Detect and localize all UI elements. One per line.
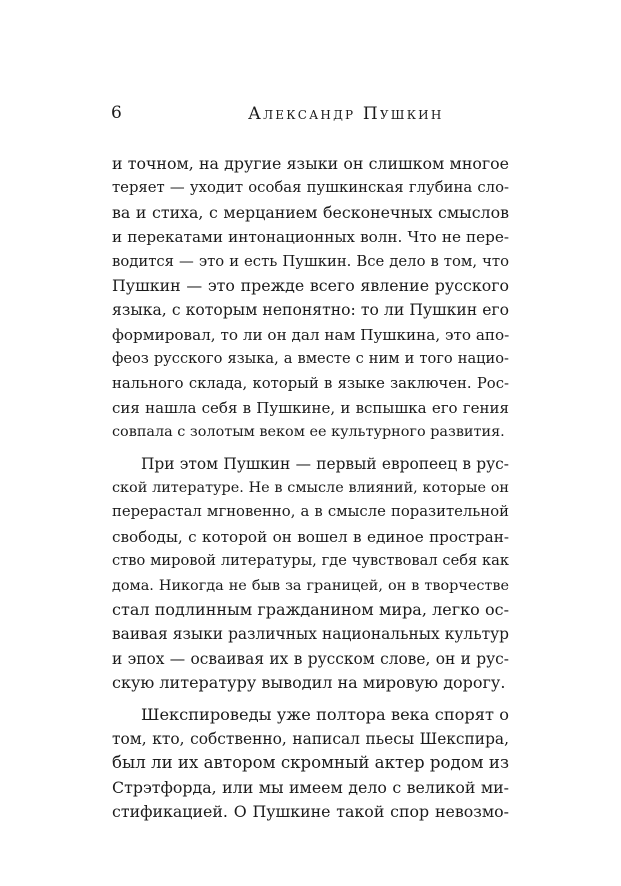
- text-line: стификацией. О Пушкине такой спор невозмо-: [112, 802, 509, 822]
- body-text: [112, 152, 509, 825]
- text-line: был ли их автором скромный актер родом из: [112, 753, 509, 773]
- paragraph: [112, 452, 509, 696]
- text-line: и перекатами интонационных волн. Что не пере-: [112, 228, 509, 247]
- paragraph: [112, 703, 509, 825]
- text-line: том, кто, собственно, написал пьесы Шекспира,: [112, 729, 509, 748]
- text-line: стал подлинным гражданином мира, легко ос-: [112, 600, 509, 620]
- text-line: теряет — уходит особая пушкинская глубина сло-: [112, 179, 509, 197]
- text-line: сия нашла себя в Пушкине, и вспышка его гения: [112, 398, 509, 417]
- text-line: ской литературе. Не в смысле влияний, которые он: [112, 480, 509, 497]
- text-line: Шекспироведы уже полтора века спорят о: [141, 704, 509, 724]
- text-line: При этом Пушкин — первый европеец в рус-: [141, 454, 509, 473]
- text-line: ство мировой литературы, где чувствовал себя как: [112, 552, 509, 570]
- text-line: и эпох — осваивая их в русском слове, он и рус-: [112, 649, 509, 668]
- text-line: ваивая языки различных национальных культур: [112, 625, 509, 644]
- paragraph: [112, 152, 509, 445]
- paragraph-gap: [112, 445, 509, 452]
- text-line: Стрэтфорда, или мы имеем дело с великой ми-: [112, 777, 509, 797]
- text-line: нального склада, который в языке заключен. Рос-: [112, 374, 509, 392]
- text-line: Пушкин — это прежде всего явление русского: [112, 275, 509, 295]
- text-line: ва и стиха, с мерцанием бесконечных смыслов: [112, 202, 509, 222]
- text-line: формировал, то ли он дал нам Пушкина, это апо-: [112, 325, 510, 344]
- paragraph-gap: [112, 696, 509, 703]
- text-line: перерастал мгновенно, а в смысле поразительной: [112, 503, 509, 521]
- page-number: 6: [111, 103, 123, 123]
- text-line: языка, с которым непонятно: то ли Пушкин его: [112, 301, 509, 320]
- text-line: водится — это и есть Пушкин. Все дело в том, что: [112, 252, 509, 270]
- text-line: скую литературу выводил на мировую дорогу.: [112, 673, 506, 693]
- text-line: совпала с золотым веком ее культурного развития.: [112, 424, 505, 441]
- text-line: дома. Никогда не быв за границей, он в творчестве: [112, 577, 509, 594]
- text-line: феоз русского языка, а вместе с ним и того нацио-: [112, 350, 509, 368]
- text-line: свободы, с которой он вошел в единое простран-: [112, 527, 509, 546]
- running-head: Александр Пушкин: [248, 104, 444, 124]
- text-line: и точном, на другие языки он слишком многое: [112, 154, 509, 173]
